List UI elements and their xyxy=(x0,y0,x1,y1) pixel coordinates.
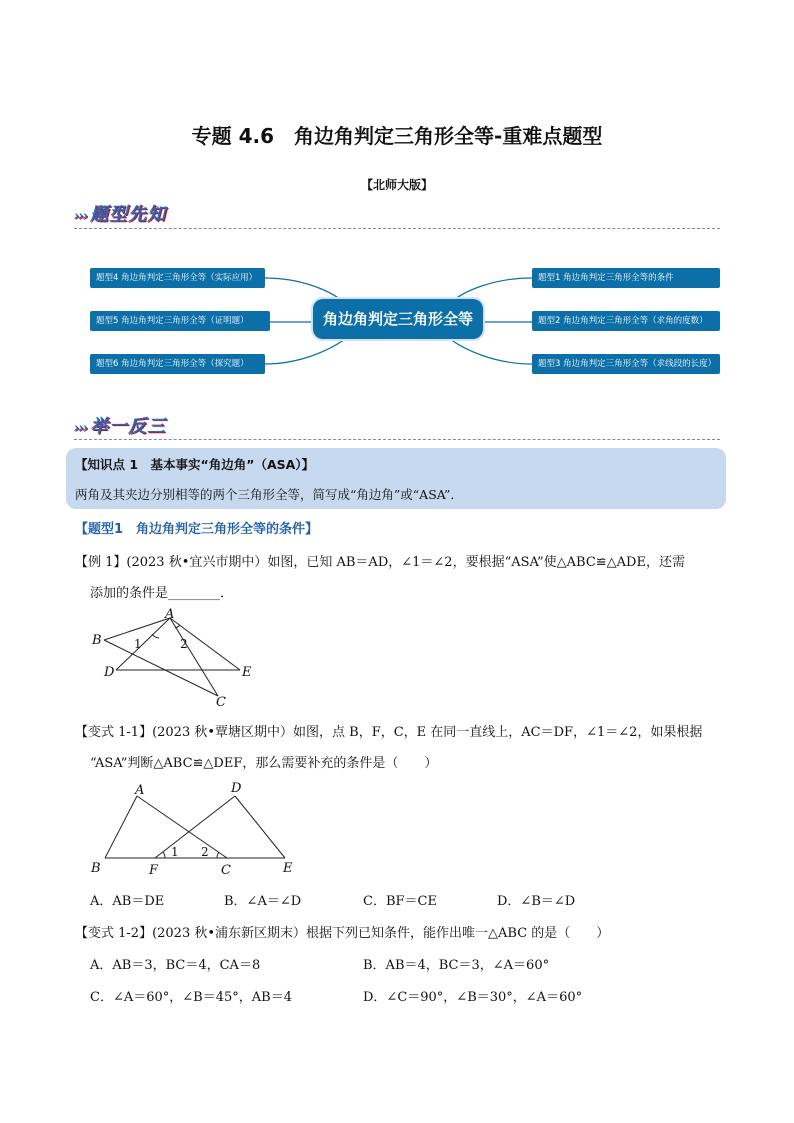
angle-1-arc xyxy=(163,852,165,858)
option-c: C．∠A＝60°，∠B＝45°，AB＝4 xyxy=(90,990,292,1005)
label-c: C xyxy=(216,695,226,708)
segment-ad xyxy=(116,618,170,670)
banner-text: 举一反三 xyxy=(90,416,167,437)
mindmap-node-type6: 题型6 角边角判定三角形全等（探究题） xyxy=(90,354,265,374)
variant12-line1: 【变式 1-2】(2023 秋•浦东新区期末）根据下列已知条件，能作出唯一△ABC 的是（ ） xyxy=(75,926,610,941)
option-d: D．∠B＝∠D xyxy=(497,894,576,909)
label-d: D xyxy=(231,781,242,796)
divider xyxy=(74,439,720,440)
label-angle-2: 2 xyxy=(180,637,188,651)
segment-ac xyxy=(137,796,227,858)
option-d: D．∠C＝90°，∠B＝30°，∠A＝60° xyxy=(363,990,583,1005)
mindmap-node-type1: 题型1 角边角判定三角形全等的条件 xyxy=(532,268,720,288)
arrows-icon: ››› xyxy=(74,209,88,224)
label-a: A xyxy=(135,783,145,798)
knowledge-body: 两角及其夹边分别相等的两个三角形全等，简写成“角边角”或“ASA”． xyxy=(75,487,463,502)
label-angle-2: 2 xyxy=(201,845,209,859)
label-d: D xyxy=(104,665,115,680)
example1-line1: 【例 1】(2023 秋•宜兴市期中）如图，已知 AB＝AD，∠1＝∠2，要根据“ASA”使△ABC≌△ADE，还需 xyxy=(75,555,685,570)
label-angle-1: 1 xyxy=(134,637,142,651)
label-b: B xyxy=(92,633,102,648)
edition-label: 【北师大版】 xyxy=(360,178,433,192)
option-a: A．AB＝3，BC＝4，CA＝8 xyxy=(90,958,261,973)
label-a: A xyxy=(165,608,175,622)
page-title: 专题 4.6 角边角判定三角形全等-重难点题型 xyxy=(191,124,603,148)
label-e: E xyxy=(283,861,293,876)
variant11-line2: “ASA”判断△ABC≌△DEF，那么需要补充的条件是（ ） xyxy=(90,756,438,771)
label-f: F xyxy=(149,863,159,878)
arrows-icon: ››› xyxy=(74,421,88,436)
mindmap-node-type2: 题型2 角边角判定三角形全等（求角的度数） xyxy=(532,311,720,331)
label-e: E xyxy=(242,665,252,680)
angle-2-arc xyxy=(217,852,219,858)
type1-heading: 【题型1 角边角判定三角形全等的条件】 xyxy=(75,522,319,537)
option-c: C．BF＝CE xyxy=(363,894,437,909)
mindmap-node-type4: 题型4 角边角判定三角形全等（实际应用） xyxy=(90,268,265,288)
figure-1 xyxy=(80,608,280,708)
option-a: A．AB＝DE xyxy=(90,894,165,909)
option-b: B．AB＝4，BC＝3，∠A＝60° xyxy=(363,958,550,973)
angle-1-arc xyxy=(152,634,159,638)
label-c: C xyxy=(221,863,231,878)
divider xyxy=(74,228,720,229)
label-angle-1: 1 xyxy=(171,845,179,859)
segment-de xyxy=(235,796,285,858)
section-banner-practice xyxy=(74,412,166,438)
mindmap-center: 角边角判定三角形全等 xyxy=(313,299,483,339)
knowledge-heading: 【知识点 1 基本事实“角边角”（ASA）】 xyxy=(75,457,315,472)
figure-2 xyxy=(85,778,305,878)
example1-line2: 添加的条件是________． xyxy=(90,586,234,601)
mindmap-node-type3: 题型3 角边角判定三角形全等（求线段的长度） xyxy=(532,354,720,374)
variant11-line1: 【变式 1-1】(2023 秋•覃塘区期中）如图，点 B，F，C，E 在同一直线上，AC＝DF，∠1＝∠2，如果根据 xyxy=(75,725,703,740)
banner-text: 题型先知 xyxy=(90,204,167,225)
label-b: B xyxy=(91,861,101,876)
segment-fd xyxy=(155,796,235,858)
option-b: B．∠A＝∠D xyxy=(224,894,302,909)
section-banner-preview xyxy=(74,200,166,226)
mindmap-node-type5: 题型5 角边角判定三角形全等（证明题） xyxy=(90,311,270,331)
segment-ba xyxy=(105,796,137,858)
